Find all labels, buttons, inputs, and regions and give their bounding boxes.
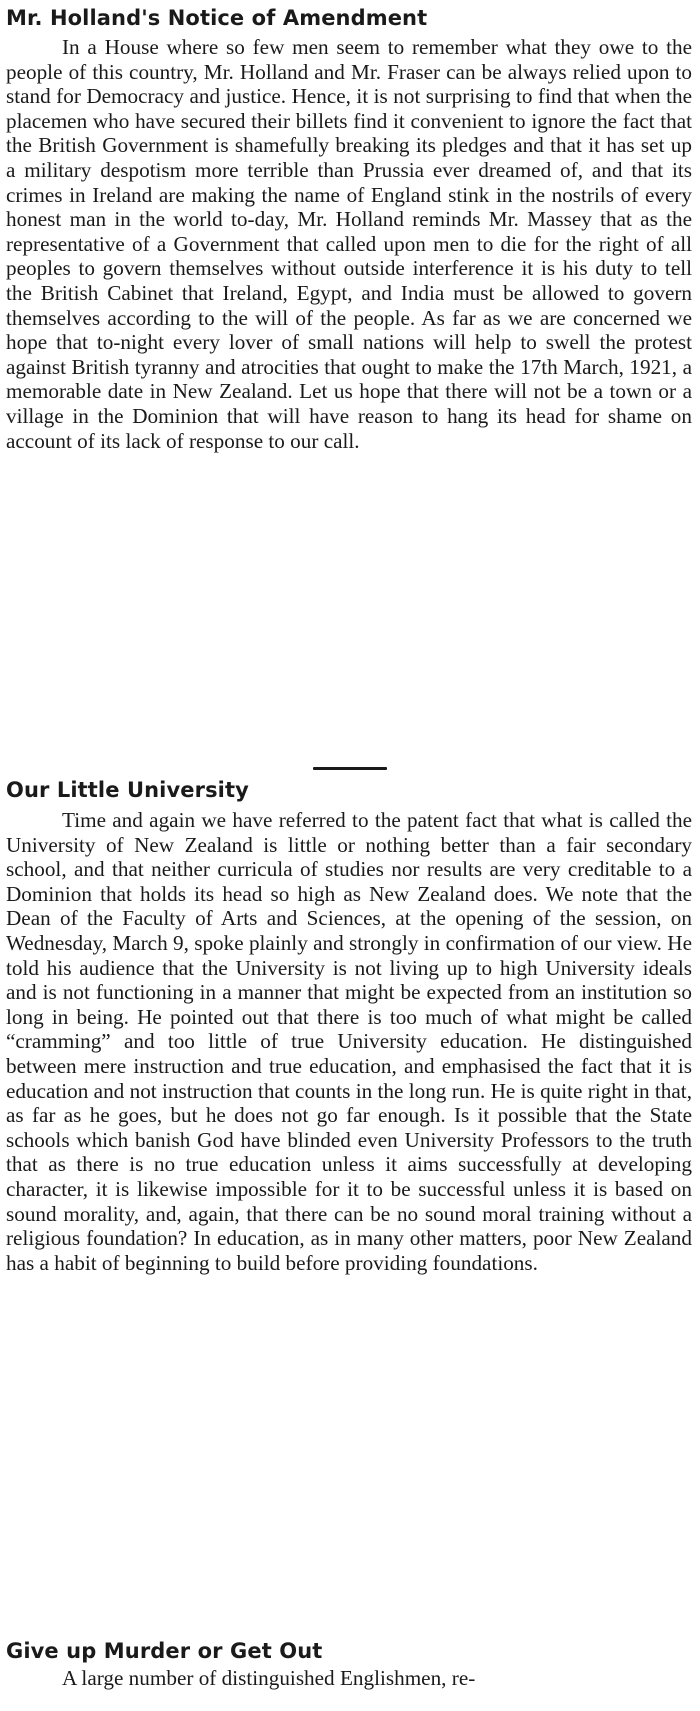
article-body: Time and again we have referred to the patent fact that what is called the University of New Zealand is little or nothing better than a fair secondary school, and that neither curricula of studies nor results are very creditable to a Dominion that holds its head so high as New Zealand does. We note that the Dean of the Faculty of Arts and Sciences, at the opening of the session, on Wednesday, March 9, spoke plainly and strongly in confirmation of our view. He told his audience that the University is not living up to high University ideals and is not functioning in a manner that might be expected from an institution so long in being. He pointed out that there is too much of what might be called “cramming” and too little of true University education. He distinguished between mere instruction and true education, and emphasised the fact that it is education and not instruction that counts in the long run. He is quite right in that, as far as he goes, but he does not go far enough. Is it possible that the State schools which banish God have blinded even University Professors to the truth that as there is no true education unless it aims successfully at developing character, it is likewise impossible for it to be successful unless it is based on sound morality, and, again, that there can be no sound moral training without a religious foundation? In education, as in many other matters, poor New Zealand has a habit of beginning to build before providing foundations. xyxy=(6,808,692,1275)
article-heading: Mr. Holland's Notice of Amendment xyxy=(6,6,428,30)
article-holland-amendment xyxy=(6,4,692,453)
article-give-up-murder xyxy=(6,1637,692,1691)
article-heading: Give up Murder or Get Out xyxy=(6,1639,323,1663)
article-little-university xyxy=(6,776,692,1275)
article-body: In a House where so few men seem to remember what they owe to the people of this country, Mr. Holland and Mr. Fraser can be always relied upon to stand for Democracy and justice. Hence, it is not surprising to find that when the placemen who have secured their billets find it convenient to ignore the fact that the British Government is shamefully breaking its pledges and that it has set up a military despotism more terrible than Prussia ever dreamed of, and that its crimes in Ireland are making the name of England stink in the nostrils of every honest man in the world to-day, Mr. Holland reminds Mr. Massey that as the representative of a Government that called upon men to die for the right of all peoples to govern themselves without outside interference it is his duty to tell the British Cabinet that Ireland, Egypt, and India must be allowed to govern themselves according to the will of the people. As far as we are concerned we hope that to-night every lover of small nations will help to swell the protest against British tyranny and atrocities that ought to make the 17th March, 1921, a memorable date in New Zealand. Let us hope that there will not be a town or a village in the Dominion that will have reason to hang its head for shame on account of its lack of response to our call. xyxy=(6,35,692,453)
article-heading: Our Little University xyxy=(6,778,249,802)
article-body: A large number of distinguished Englishmen, re- xyxy=(62,1666,476,1690)
section-divider xyxy=(313,767,387,770)
